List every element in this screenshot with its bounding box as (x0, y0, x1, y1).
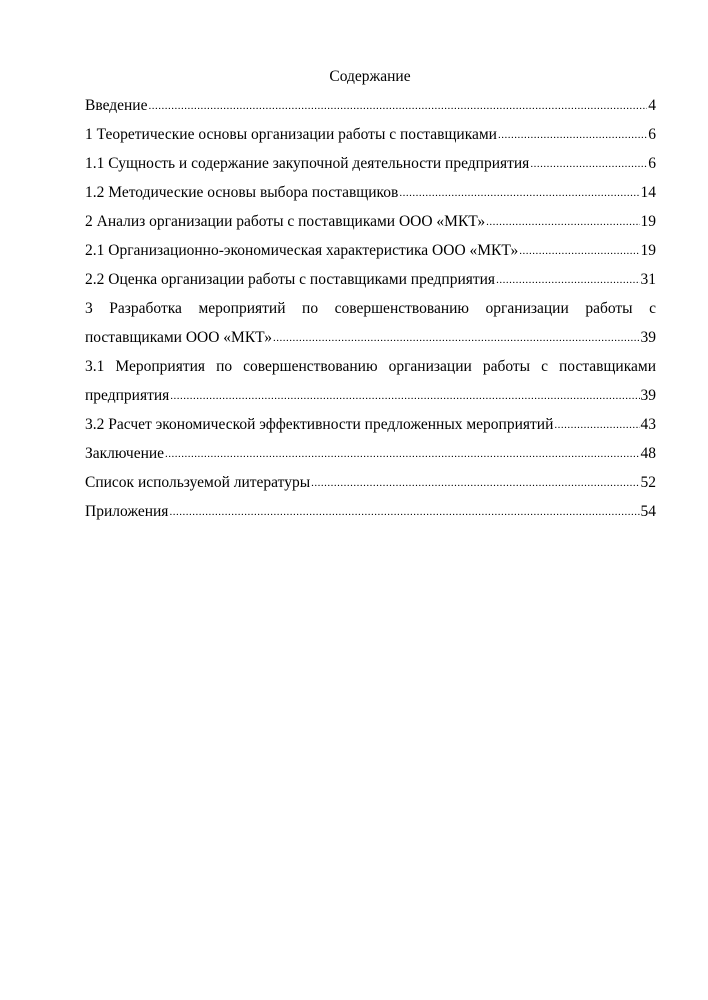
toc-entry-chapter-1 (85, 125, 656, 154)
dot-leader (311, 473, 639, 493)
dot-leader (498, 125, 647, 145)
dot-leader (486, 212, 639, 232)
dot-leader (169, 502, 639, 522)
toc-entry-page: 43 (640, 416, 656, 433)
dot-leader (496, 270, 639, 290)
toc-entry-label: Введение (85, 97, 148, 114)
toc-entry-page: 52 (640, 474, 656, 491)
toc-entry-page: 31 (640, 271, 656, 288)
toc-entry-page: 48 (640, 445, 656, 462)
dot-leader (519, 241, 639, 261)
table-of-contents (85, 96, 656, 531)
toc-entry-page: 39 (640, 387, 656, 404)
toc-entry-label: 3.2 Расчет экономической эффективности предложенных мероприятий (85, 416, 554, 433)
dot-leader (165, 444, 639, 464)
toc-entry-references (85, 473, 656, 502)
toc-entry-label: 2.2 Оценка организации работы с поставщиками предприятия (85, 271, 496, 288)
toc-entry-label: поставщиками ООО «МКТ» (85, 329, 272, 346)
toc-entry-label: предприятия (85, 387, 170, 404)
toc-entry-label: Приложения (85, 503, 169, 520)
toc-entry-section-3-1-line-1: 3.1 Мероприятия по совершенствованию организации работы с поставщиками (85, 358, 656, 375)
dot-leader (273, 328, 640, 348)
dot-leader (148, 96, 647, 116)
toc-entry-label: 1.1 Сущность и содержание закупочной деятельности предприятия (85, 155, 530, 172)
toc-entry-section-3-2 (85, 415, 656, 444)
toc-entry-label: 2 Анализ организации работы с поставщиками ООО «МКТ» (85, 213, 486, 230)
dot-leader (554, 415, 639, 435)
toc-entry-page: 6 (648, 155, 656, 172)
toc-entry-chapter-3 (85, 328, 656, 357)
toc-entry-page: 6 (648, 126, 656, 143)
toc-entry-appendices (85, 502, 656, 531)
toc-entry-page: 54 (640, 503, 656, 520)
toc-entry-section-1-1 (85, 154, 656, 183)
dot-leader (530, 154, 647, 174)
toc-entry-section-2-2 (85, 270, 656, 299)
toc-entry-label: Список используемой литературы (85, 474, 311, 491)
toc-entry-page: 4 (648, 97, 656, 114)
toc-entry-page: 39 (640, 329, 656, 346)
page-title: Содержание (329, 68, 411, 85)
toc-entry-label: Заключение (85, 445, 165, 462)
dot-leader (170, 386, 639, 406)
toc-entry-conclusion (85, 444, 656, 473)
toc-entry-page: 19 (640, 242, 656, 259)
dot-leader (399, 183, 639, 203)
toc-entry-label: 1 Теоретические основы организации работы с поставщиками (85, 126, 497, 143)
toc-entry-section-3-1 (85, 386, 656, 415)
toc-entry-label: 2.1 Организационно-экономическая характеристика ООО «МКТ» (85, 242, 519, 259)
toc-entry-section-1-2 (85, 183, 656, 212)
toc-entry-label: 1.2 Методические основы выбора поставщиков (85, 184, 399, 201)
toc-entry-page: 19 (640, 213, 656, 230)
toc-entry-chapter-3-line-1: 3 Разработка мероприятий по совершенствованию организации работы с (85, 300, 656, 317)
toc-entry-section-2-1 (85, 241, 656, 270)
toc-entry-page: 14 (640, 184, 656, 201)
toc-entry-introduction (85, 96, 656, 125)
toc-entry-chapter-2 (85, 212, 656, 241)
